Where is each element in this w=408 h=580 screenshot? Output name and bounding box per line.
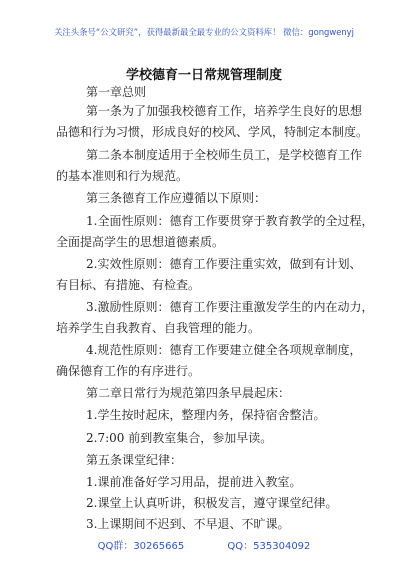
header-note: 关注头条号“公文研究”，获得最新最全最专业的公文资料库！ 微信：gongwenyj xyxy=(54,27,354,37)
section-heading: 第五条课堂纪律： xyxy=(86,453,183,467)
paragraph-line: 1.课前准备好学习用品，提前进入教室。 xyxy=(86,475,302,489)
paragraph-line: 3.激励性原则：德育工作要注重激发学生的内在动力， xyxy=(86,300,374,314)
paragraph-line: 第一条为了加强我校德育工作，培养学生良好的思想 xyxy=(86,104,363,118)
paragraph-line: 3.上课期间不迟到、不早退、不旷课。 xyxy=(86,517,290,531)
chapter-heading: 第一章总则 xyxy=(86,85,147,99)
paragraph-line: 1.全面性原则：德育工作要贯穿于教育教学的全过程， xyxy=(86,214,374,228)
paragraph-line: 2.实效性原则：德育工作要注重实效，做到有计划、 xyxy=(86,257,362,271)
paragraph-line: 品德和行为习惯，形成良好的校风、学风，特制定本制度。 xyxy=(56,125,369,139)
paragraph-line: 1.学生按时起床，整理内务，保持宿舍整洁。 xyxy=(86,408,326,422)
document-title: 学校德育一日常规管理制度 xyxy=(125,68,282,83)
chapter-heading: 第二章日常行为规范第四条早晨起床： xyxy=(86,386,291,400)
qq-number: QQ：535304092 xyxy=(227,541,311,552)
paragraph-line: 2.7:00 前到教室集合，参加早读。 xyxy=(86,431,273,445)
qq-group: QQ群：30265665 xyxy=(97,541,185,552)
paragraph-line: 的基本准则和行为规范。 xyxy=(56,169,189,183)
paragraph-line: 4.规范性原则：德育工作要建立健全各项规章制度， xyxy=(86,343,362,357)
footer-contact xyxy=(0,537,408,552)
paragraph-line: 第二条本制度适用于全校师生员工，是学校德育工作 xyxy=(86,148,363,162)
paragraph-line: 有目标、有措施、有检查。 xyxy=(56,278,201,292)
paragraph-line: 确保德育工作的有序进行。 xyxy=(56,364,201,378)
paragraph-line: 全面提高学生的思想道德素质。 xyxy=(56,235,225,249)
paragraph-line: 2.课堂上认真听讲，积极发言，遵守课堂纪律。 xyxy=(86,496,338,510)
paragraph-line: 培养学生自我教育、自我管理的能力。 xyxy=(56,321,261,335)
paragraph-line: 第三条德育工作应遵循以下原则： xyxy=(86,191,267,205)
